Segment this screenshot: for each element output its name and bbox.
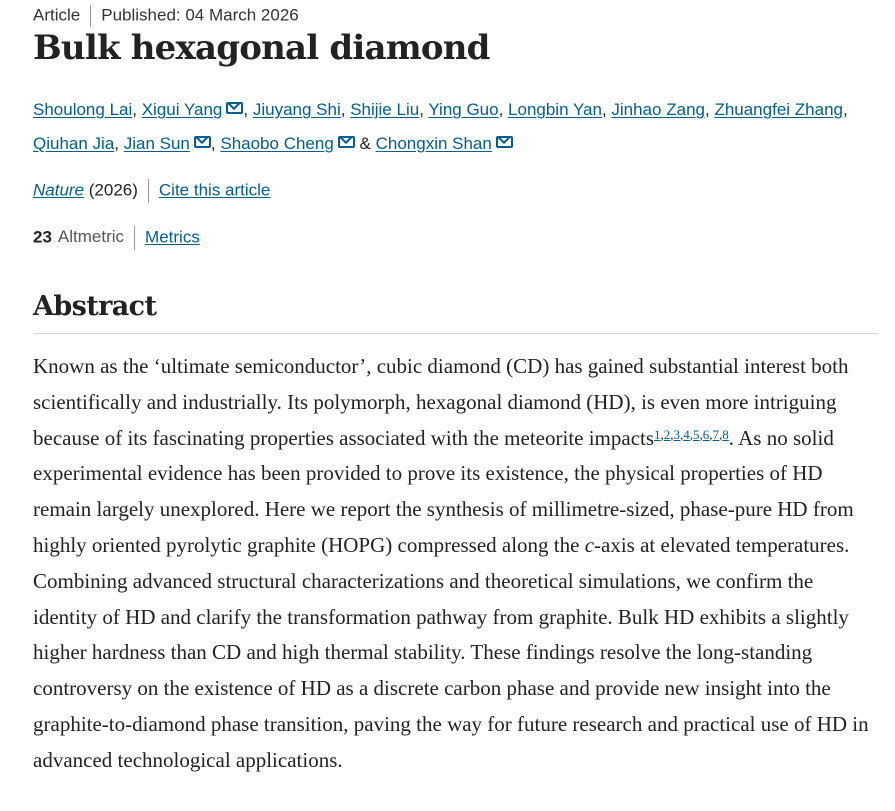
author-link[interactable]: Chongxin Shan [375, 134, 492, 153]
abstract-part-2: . As no solid experimental evidence has been provided to prove its existence, the physical properties of HD remain largely unexplored. Here we report the synthesis of millimetre-sized, phase-pure HD from highly oriented pyrolytic graphite (HOPG) compressed along the [33, 425, 854, 557]
author-link[interactable]: Jian Sun [123, 134, 190, 153]
citation-row [33, 179, 270, 203]
publication-year: (2026) [84, 180, 138, 200]
author-link[interactable]: Shaobo Cheng [220, 134, 334, 153]
author-link[interactable]: Qiuhan Jia [33, 134, 115, 153]
author-link[interactable]: Jinhao Zang [611, 100, 705, 119]
author-separator: , [243, 100, 253, 119]
altmetric-score: 23 [33, 227, 52, 247]
author-link[interactable]: Xigui Yang [141, 100, 223, 119]
divider [148, 179, 149, 203]
author-link[interactable]: Shoulong Lai [33, 100, 133, 119]
email-icon[interactable] [194, 136, 211, 148]
email-icon[interactable] [338, 136, 355, 148]
cite-article-link[interactable]: Cite this article [158, 180, 271, 200]
publish-date: Published: 04 March 2026 [101, 5, 299, 25]
author-separator: , [210, 134, 221, 153]
author-separator: , [132, 100, 142, 119]
reference-link[interactable]: 2 [663, 426, 671, 442]
author-separator: , [498, 100, 509, 119]
author-link[interactable]: Ying Guo [428, 100, 499, 119]
journal-link[interactable]: Nature [33, 180, 85, 200]
email-icon[interactable] [496, 136, 513, 148]
article-meta [33, 5, 299, 27]
author-link[interactable]: Shijie Liu [350, 100, 420, 119]
altmetric-label: Altmetric [57, 227, 125, 247]
author-separator: , [601, 100, 612, 119]
reference-link[interactable]: 6 [702, 426, 710, 442]
divider [134, 226, 135, 250]
author-separator: , [340, 100, 351, 119]
abstract-part-1: Known as the ‘ultimate semiconductor’, cubic diamond (CD) has gained substantial interest both scientifically and industrially. Its polymorph, hexagonal diamond (HD), is even more intriguing because of its fascinating properties associated with the meteorite impacts [33, 354, 849, 450]
article-title: Bulk hexagonal diamond [33, 28, 490, 68]
reference-link[interactable]: 4 [683, 426, 690, 442]
author-link[interactable]: Jiuyang Shi [252, 100, 341, 119]
reference-superscripts: 1,2,3,4,5,6,7,8 [654, 426, 729, 442]
author-separator: , [114, 134, 124, 153]
metrics-row [33, 226, 200, 250]
abstract-part-3: -axis at elevated temperatures. Combining advanced structural characterizations and theoretical simulations, we confirm the identity of HD and clarify the transformation pathway from graphite. Bulk HD exhibits a slightly higher hardness than CD and high thermal stability. These findings resolve the long-standing controversy on the existence of HD as a discrete carbon phase and provide new insight into the graphite-to-diamond phase transition, paving the way for future research and practical use of HD in advanced technological applications. [33, 532, 869, 772]
abstract-text [33, 349, 879, 779]
author-link[interactable]: Longbin Yan [508, 100, 602, 119]
author-separator: , [842, 100, 848, 119]
author-separator: , [704, 100, 715, 119]
abstract-italic-axis: c [584, 532, 595, 557]
author-link[interactable]: Zhuangfei Zhang [714, 100, 843, 119]
reference-link[interactable]: 8 [722, 426, 729, 442]
author-list [33, 93, 879, 161]
email-icon[interactable] [226, 102, 243, 114]
reference-link[interactable]: 5 [693, 426, 700, 442]
author-separator: & [354, 134, 376, 153]
abstract-heading: Abstract [33, 291, 879, 334]
metrics-link[interactable]: Metrics [145, 227, 200, 247]
author-separator: , [419, 100, 429, 119]
divider [90, 5, 91, 27]
reference-link[interactable]: 1 [654, 426, 661, 442]
reference-link[interactable]: 7 [712, 426, 720, 442]
reference-link[interactable]: 3 [673, 426, 681, 442]
article-type: Article [33, 5, 81, 25]
